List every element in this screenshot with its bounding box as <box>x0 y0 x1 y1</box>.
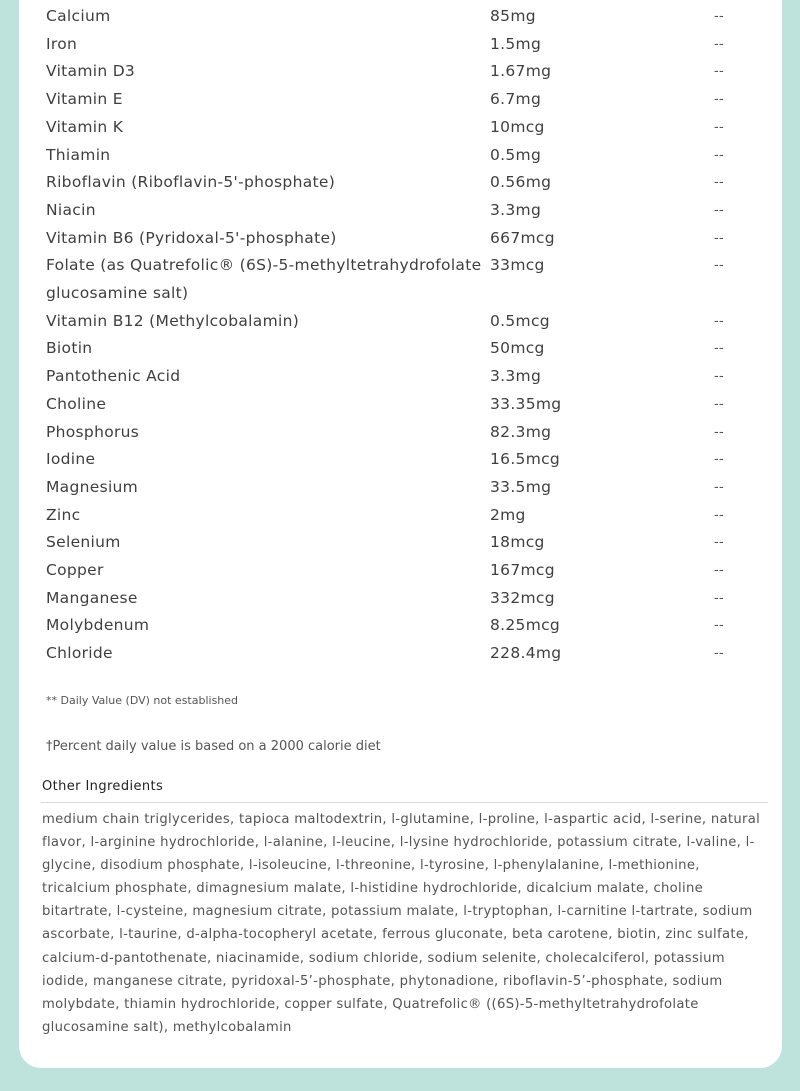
nutrient-amount: 33.5mg <box>490 477 552 496</box>
nutrient-name: Magnesium <box>46 477 139 496</box>
other-ingredients-title: Other Ingredients <box>42 779 164 794</box>
nutrient-amount: 8.25mcg <box>490 616 561 635</box>
nutrient-row <box>46 58 746 86</box>
nutrient-amount: 3.3mg <box>490 200 542 219</box>
nutrient-daily-value: -- <box>714 369 724 385</box>
nutrient-daily-value: -- <box>714 9 724 24</box>
nutrient-name: Manganese <box>46 588 138 607</box>
nutrient-row <box>46 419 746 447</box>
nutrient-name: Niacin <box>46 200 96 219</box>
nutrient-name: Folate (as Quatrefolic® (6S)-5-methyltetrahydrofolate glucosamine salt) <box>46 256 482 303</box>
nutrient-daily-value: -- <box>714 646 724 662</box>
nutrient-row <box>46 142 746 170</box>
nutrient-row <box>46 114 746 142</box>
nutrient-daily-value: -- <box>714 230 724 246</box>
nutrient-daily-value: -- <box>714 258 724 274</box>
nutrient-name: Vitamin D3 <box>46 62 136 81</box>
nutrient-amount: 10mcg <box>490 117 545 136</box>
nutrient-row <box>46 502 746 530</box>
nutrient-row <box>46 585 746 613</box>
nutrient-amount: 33mcg <box>490 256 545 275</box>
nutrient-name: Riboflavin (Riboflavin-5'-phosphate) <box>46 173 336 192</box>
nutrient-row <box>46 529 746 557</box>
nutrient-daily-value: -- <box>714 313 724 329</box>
nutrient-name: Choline <box>46 394 107 413</box>
dv-not-established-note: ** Daily Value (DV) not established <box>46 694 239 707</box>
nutrient-row <box>46 169 746 197</box>
nutrient-name: Copper <box>46 561 104 580</box>
nutrient-amount: 1.67mg <box>490 62 552 81</box>
nutrient-name: Iron <box>46 34 78 53</box>
nutrient-name: Vitamin B6 (Pyridoxal-5'-phosphate) <box>46 228 337 247</box>
nutrient-row <box>46 252 746 307</box>
nutrient-name: Molybdenum <box>46 616 150 635</box>
nutrient-row <box>46 363 746 391</box>
nutrient-daily-value: -- <box>714 119 724 135</box>
nutrient-daily-value: -- <box>714 147 724 163</box>
nutrient-amount: 18mcg <box>490 533 545 552</box>
nutrient-amount: 33.35mg <box>490 394 562 413</box>
nutrient-amount: 0.5mg <box>490 145 542 164</box>
nutrient-row <box>46 335 746 363</box>
nutrient-daily-value: -- <box>714 535 724 551</box>
nutrient-daily-value: -- <box>714 452 724 468</box>
nutrient-row <box>46 391 746 419</box>
nutrient-row <box>46 197 746 225</box>
nutrient-row <box>46 446 746 474</box>
nutrient-amount: 2mg <box>490 505 526 524</box>
nutrient-daily-value: -- <box>714 202 724 218</box>
nutrient-daily-value: -- <box>714 563 724 579</box>
nutrient-name: Zinc <box>46 505 81 524</box>
nutrient-name: Selenium <box>46 533 121 552</box>
nutrient-row <box>46 640 746 668</box>
nutrient-amount: 85mg <box>490 7 536 25</box>
nutrient-daily-value: -- <box>714 64 724 80</box>
nutrient-name: Vitamin B12 (Methylcobalamin) <box>46 311 300 330</box>
nutrient-name: Chloride <box>46 644 113 663</box>
nutrient-amount: 0.5mcg <box>490 311 550 330</box>
nutrient-row <box>46 86 746 114</box>
nutrient-amount: 1.5mg <box>490 34 542 53</box>
nutrient-row <box>46 474 746 502</box>
nutrient-row <box>46 225 746 253</box>
nutrient-amount: 167mcg <box>490 561 555 580</box>
percent-daily-value-note: †Percent daily value is based on a 2000 calorie diet <box>46 739 381 754</box>
nutrient-row <box>46 612 746 640</box>
nutrient-daily-value: -- <box>714 396 724 412</box>
nutrient-row <box>46 3 746 31</box>
nutrient-row <box>46 557 746 585</box>
nutrient-daily-value: -- <box>714 92 724 108</box>
nutrient-name: Vitamin E <box>46 90 123 109</box>
nutrient-amount: 228.4mg <box>490 644 562 663</box>
nutrient-name: Pantothenic Acid <box>46 367 181 386</box>
nutrient-amount: 332mcg <box>490 588 555 607</box>
nutrient-daily-value: -- <box>714 175 724 191</box>
nutrient-name: Thiamin <box>46 145 111 164</box>
nutrient-daily-value: -- <box>714 341 724 357</box>
nutrient-name: Iodine <box>46 450 96 469</box>
nutrient-daily-value: -- <box>714 590 724 606</box>
nutrient-name: Calcium <box>46 7 111 25</box>
nutrient-amount: 3.3mg <box>490 367 542 386</box>
other-ingredients-text: medium chain triglycerides, tapioca maltodextrin, l-glutamine, l-proline, l-aspartic acid, l-serine, natural flavor, l-arginine hydrochloride, l-alanine, l-leucine, l-lysine hydrochloride, potassium citrate, l-valine, l-glycine, disodium phosphate, l-isoleucine, l-threonine, l-tyrosine, l-phenylalanine, l-methionine, tricalcium phosphate, dimagnesium malate, l-histidine hydrochloride, dicalcium malate, choline bitartrate, l-cysteine, magnesium citrate, potassium malate, l-tryptophan, l-carnitine l-tartrate, sodium ascorbate, l-taurine, d-alpha-tocopheryl acetate, ferrous gluconate, beta carotene, biotin, zinc sulfate, calcium-d-pantothenate, niacinamide, sodium chloride, sodium selenite, cholecalciferol, potassium iodide, manganese citrate, pyridoxal-5’-phosphate, phytonadione, riboflavin-5’-phosphate, sodium molybdate, thiamin hydrochloride, copper sulfate, Quatrefolic® ((6S)-5-methyltetrahydrofolate glucosamine salt), methylcobalamin <box>42 812 761 1035</box>
nutrient-name: Biotin <box>46 339 93 358</box>
nutrient-amount: 16.5mcg <box>490 450 561 469</box>
nutrient-amount: 6.7mg <box>490 90 542 109</box>
nutrient-daily-value: -- <box>714 36 724 52</box>
nutrient-name: Phosphorus <box>46 422 140 441</box>
nutrient-daily-value: -- <box>714 479 724 495</box>
nutrient-row <box>46 31 746 59</box>
nutrient-name: Vitamin K <box>46 117 124 136</box>
nutrient-amount: 0.56mg <box>490 173 552 192</box>
nutrient-amount: 82.3mg <box>490 422 552 441</box>
section-divider <box>41 802 768 803</box>
nutrient-amount: 50mcg <box>490 339 545 358</box>
nutrient-amount: 667mcg <box>490 228 555 247</box>
nutrient-daily-value: -- <box>714 618 724 634</box>
nutrient-daily-value: -- <box>714 424 724 440</box>
nutrient-row <box>46 308 746 336</box>
nutrient-daily-value: -- <box>714 507 724 523</box>
nutrient-table <box>46 3 746 668</box>
